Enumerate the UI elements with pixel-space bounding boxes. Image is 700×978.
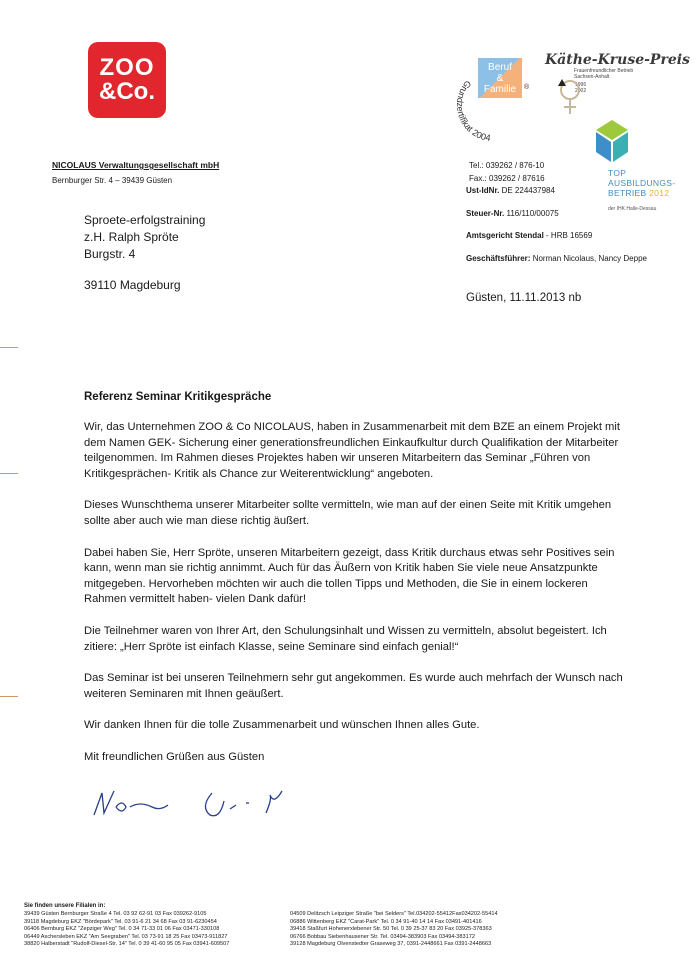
branch-item: 38820 Halberstadt "Rudolf-Diesel-Str. 14" Tel. 0 39 41-60 95 05 Fax 03941-609507 — [24, 941, 230, 948]
steuer-label: Steuer-Nr. — [466, 208, 505, 218]
beruf-line-2: & — [496, 72, 504, 84]
recipient-address — [84, 212, 205, 263]
branch-item: 39128 Magdeburg Olvenstedter Graseweg 37, 0391-2448661 Fax 0391-2448663 — [290, 941, 492, 948]
branch-item: 06406 Bernburg EKZ "Zepziger Weg" Tel. 0 34 71-33 01 06 Fax 03471-330108 — [24, 926, 220, 933]
fold-mark-bottom — [0, 696, 18, 697]
branch-item: 39418 Staßfurt Hohenerxlebener Str. 50 Tel. 0 39 25-37 83 20 Fax 03925-378363 — [290, 926, 492, 933]
top-award-line-2: AUSBILDUNGS- — [608, 178, 676, 188]
letter-subject: Referenz Seminar Kritikgespräche — [84, 391, 272, 403]
award-title: Käthe-Kruse-Preis — [545, 52, 690, 68]
beruf-familie-box — [478, 58, 522, 98]
award-subtitle-1: Frauenfreundlicher Betrieb — [574, 68, 634, 74]
top-award-caption: der IHK Halle-Dessau — [608, 206, 657, 212]
letter-body — [84, 420, 624, 782]
paragraph-6: Wir danken Ihnen für die tolle Zusammenarbeit und wünschen Ihnen alles Gute. — [84, 719, 480, 732]
sender-address: Bernburger Str. 4 – 39439 Güsten — [52, 176, 173, 185]
beruf-line-3: Familie — [483, 83, 517, 95]
award-subtitle-2: Sachsen-Anhalt — [574, 74, 610, 80]
handwritten-signature — [88, 785, 298, 825]
branch-item: 04509 Delitzsch Leipziger Straße "bei Selders" Tel.034202-55412Fax034202-55414 — [290, 911, 498, 917]
managing-directors-value: Norman Nicolaus, Nancy Deppe — [532, 253, 647, 263]
venus-symbol-icon — [556, 78, 586, 118]
recipient-line-2: z.H. Ralph Spröte — [84, 230, 179, 244]
recipient-line-1: Sproete-erfolgstraining — [84, 213, 206, 227]
registered-mark: ® — [524, 84, 530, 91]
seal-ring-text: Grundzertifikat 2004 — [454, 78, 492, 144]
branches-left — [24, 911, 229, 949]
top-award-line-3: BETRIEB — [608, 188, 647, 198]
closing: Mit freundlichen Grüßen aus Güsten — [84, 750, 265, 763]
branches-right — [290, 911, 498, 949]
branch-item: 06766 Bobbau Siebenhausener Str. Tel. 03494-383903 Fax 03494-383172 — [290, 933, 475, 940]
branch-item: 39118 Magdeburg EKZ "Bördepark" Tel. 03 91-6 21 34 68 Fax 03 91-6230454 — [24, 918, 217, 925]
paragraph-4: Die Teilnehmer waren von Ihrer Art, den Schulungsinhalt und Wissen zu vermitteln, absolut begeistert. Ich zitiere: „Herr Spröte ist einfach Klasse, seine Seminare sind einfach genial!“ — [84, 624, 607, 653]
managing-directors-label: Geschäftsführer: — [466, 253, 531, 263]
paragraph-1: Wir, das Unternehmen ZOO & Co NICOLAUS, haben in Zusammenarbeit mit dem BZE an einem Projekt mit dem Namen GEK- Sicherung einer generationsfreundlichen Einkaufkultur durch Qualifikation der Mitarbeiter teilgenommen. Im Rahmen dieses Projektes haben wir unseren Mitarbeitern das Seminar „Führen von Kritikgesprächen- Kritik als Chance zur Weiterentwicklung“ angeboten. — [84, 421, 620, 480]
ust-label: Ust-IdNr. — [466, 186, 500, 195]
ust-value: DE 224437984 — [501, 186, 555, 195]
amtsgericht-value: - HRB 16569 — [546, 231, 593, 240]
zoo-co-logo — [88, 42, 166, 118]
award-year-2: 2002 — [575, 88, 587, 94]
paragraph-3: Dabei haben Sie, Herr Spröte, unseren Mitarbeitern gezeigt, dass Kritik durchaus etwas sehr Positives sein kann, wenn man sie richtig annimmt. Auch für das Äußern von Kritik haben Sie viele neue Ansatzpunkte mitgegeben. Hervorheben möchten wir auch die tollen Tipps und Methoden, die Sie in einem lockeren Rahmen vermittelt haben- vielen Dank dafür! — [84, 546, 615, 606]
company-tel: Tel.: 039262 / 876-10 — [469, 161, 545, 170]
top-award-year: 2012 — [649, 188, 670, 198]
recipient-line-3: Burgstr. 4 — [84, 247, 136, 261]
logo-line-1: ZOO — [99, 54, 155, 81]
branch-item: 06886 Wittenberg EKZ "Carat-Park" Tel. 0 34 91-40 14 14 Fax 03491-401416 — [290, 918, 482, 925]
branch-item: 06449 Aschersleben EKZ "Am Seegraben" Tel. 03 73-91 18 25 Fax 03473-911827 — [24, 933, 228, 940]
top-award-line-1: TOP — [608, 168, 627, 178]
company-info — [466, 160, 647, 265]
award-year-1: 1996 — [575, 82, 587, 88]
sender-name: NICOLAUS Verwaltungsgesellschaft mbH — [52, 160, 220, 170]
letter-date: Güsten, 11.11.2013 nb — [466, 292, 582, 304]
logo-line-2: &Co. — [99, 78, 155, 105]
fold-mark-top — [0, 347, 18, 348]
steuer-value: 116/110/00075 — [506, 208, 559, 218]
paragraph-2: Dieses Wunschthema unserer Mitarbeiter sollte vermitteln, wie man auf der einen Seite mit Kritik umgehen sollte aber auch wie man diese richtig äußert. — [84, 499, 612, 527]
branch-item: 39439 Güsten Bernburger Straße 4 Tel. 03 92 62-91 03 Fax 039262-9105 — [24, 911, 207, 917]
beruf-line-1: Beruf — [488, 61, 512, 73]
company-fax: Fax.: 039262 / 87616 — [469, 173, 545, 183]
paragraph-5: Das Seminar ist bei unseren Teilnehmern sehr gut angekommen. Es wurde auch mehrfach der Wunsch nach weiteren Seminaren mit Ihnen geäußert. — [84, 672, 623, 700]
punch-mark — [0, 473, 18, 474]
amtsgericht-label: Amtsgericht Stendal — [466, 231, 544, 240]
recipient-city: 39110 Magdeburg — [84, 278, 181, 292]
branches-title: Sie finden unsere Filialen in: — [24, 903, 106, 909]
